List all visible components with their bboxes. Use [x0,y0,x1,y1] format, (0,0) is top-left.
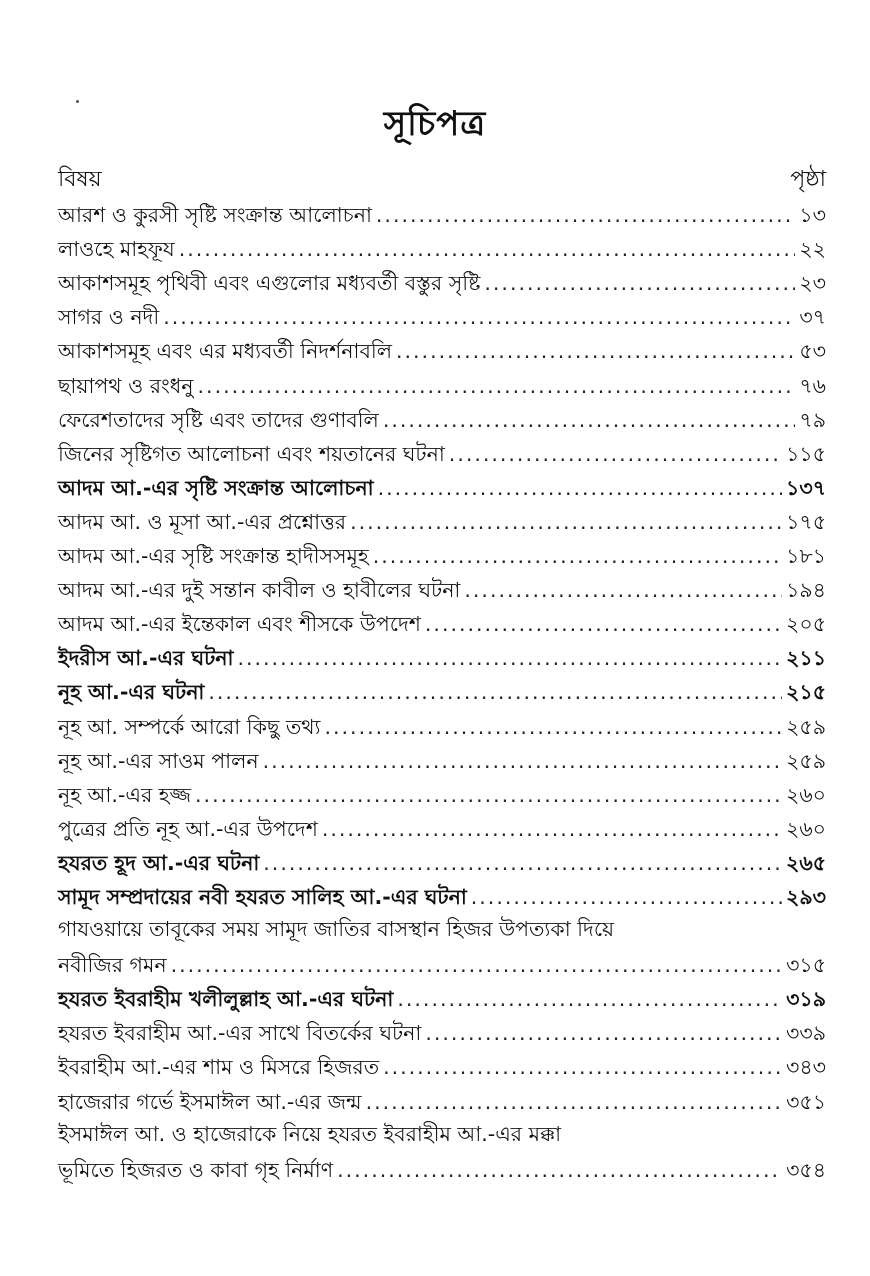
entry-page-number: ১৯৪ [786,578,826,603]
entry-page-number: ২১১ [786,646,826,671]
dot-leader [171,950,782,980]
entry-title: নূহ আ.-এর হজ্জ [58,782,192,807]
page-column-header: পৃষ্ঠা [790,167,826,192]
entry-page-number: ১৩ [799,203,826,228]
dot-leader [337,1155,782,1185]
toc-entry [58,810,826,844]
entry-page-number: ২০৫ [786,612,826,637]
entry-title: আদম আ.-এর ইন্তেকাল এবং শীসকে উপদেশ [58,612,421,637]
entry-page-number: ৩৫১ [786,1089,826,1114]
dot-leader [179,234,796,264]
entry-title: আদম আ.-এর সৃষ্টি সংক্রান্ত হাদীসসমূহ [58,544,369,569]
dot-leader [383,405,796,435]
entry-page-number: ২৬০ [786,816,826,841]
toc-entry [58,844,826,878]
entry-page-number: ২৩ [799,271,826,296]
entry-page-number: ১৩৭ [786,475,826,500]
dot-leader [263,848,782,878]
dot-leader [383,1052,782,1082]
entry-title: আকাশসমূহ এবং এর মধ্যবর্তী নিদর্শনাবলি [58,339,392,364]
entry-page-number: ২৯৩ [786,884,826,909]
dot-leader [449,439,782,469]
entry-page-number: ২৬০ [786,782,826,807]
dot-leader [373,541,782,571]
dot-leader [396,336,795,366]
entry-title: হযরত ইবরাহীম আ.-এর সাথে বিতর্কের ঘটনা [58,1021,422,1046]
entry-page-number: ২১৫ [786,680,826,705]
entry-title-line1: গাযওয়ায়ে তাবূকের সময় সামূদ জাতির বাসস্থান হিজর উপত্যকা দিয়ে [58,916,615,941]
toc-entry [58,196,826,230]
entry-title: নূহ আ.-এর সাওম পালন [58,748,259,773]
entry-title: আদম আ. ও মূসা আ.-এর প্রশ্নোত্তর [58,509,347,534]
entry-title-line1: ইসমাঈল আ. ও হাজেরাকে নিয়ে হযরত ইবরাহীম আ.-এর মক্কা [58,1121,562,1146]
entry-page-number: ২৫৯ [786,748,826,773]
entry-title: আরশ ও কুরসী সৃষ্টি সংক্রান্ত আলোচনা [58,203,372,228]
dot-leader [195,780,782,810]
entry-page-number: ২৫৯ [786,714,826,739]
entry-title: সামূদ সম্প্রদায়ের নবী হযরত সালিহ আ.-এর ঘটনা [58,884,467,909]
entry-title-line2: নবীজির গমন [58,953,167,978]
entry-page-number: ৫৩ [799,339,826,364]
entry-title: ছায়াপথ ও রংধনু [58,373,194,398]
toc-entry [58,435,826,469]
dot-leader [471,882,782,912]
toc-entry [58,230,826,264]
entry-page-number: ১১৫ [786,441,826,466]
entry-page-number: ১৮১ [786,544,826,569]
dot-leader [366,1087,783,1117]
dot-leader [376,200,795,230]
entry-title: ইদরীস আ.-এর ঘটনা [58,646,234,671]
entry-title: লাওহে মাহফূয [58,237,175,262]
toc-entry [58,571,826,605]
dot-leader [350,507,782,537]
toc-entry [58,264,826,298]
entry-page-number: ৭৬ [799,373,826,398]
entry-title: হযরত ইবরাহীম খলীলুল্লাহ আ.-এর ঘটনা [58,987,394,1012]
subject-column-header: বিষয় [58,167,102,192]
dot-leader [163,302,795,332]
toc-entry [58,639,826,673]
entry-title: নূহ আ. সম্পর্কে আরো কিছু তথ্য [58,714,321,739]
toc-entry [58,1082,826,1116]
dot-leader [484,268,795,298]
toc-entry [58,980,826,1014]
entry-line2 [58,946,826,980]
dot-leader [263,746,782,776]
toc-entry [58,776,826,810]
dot-leader [425,609,782,639]
entry-page-number: ৩১৯ [786,987,826,1012]
dot-leader [397,984,782,1014]
toc-entry [58,469,826,503]
toc-entry [58,1048,826,1082]
dot-leader [208,677,782,707]
dot-leader [322,814,782,844]
toc-entry [58,878,826,912]
entry-page-number: ২২ [799,237,826,262]
toc-entry [58,366,826,400]
entry-title-line2: ভূমিতে হিজরত ও কাবা গৃহ নির্মাণ [58,1157,334,1182]
entry-title: সাগর ও নদী [58,305,160,330]
entry-title: আদম আ.-এর সৃষ্টি সংক্রান্ত আলোচনা [58,475,374,500]
entry-title: আকাশসমূহ পৃথিবী এবং এগুলোর মধ্যবর্তী বস্তুর সৃষ্টি [58,271,481,296]
entry-page-number: ৩৫৪ [786,1157,826,1182]
dot-leader [237,643,782,673]
toc-entry [58,298,826,332]
toc-entry [58,1117,826,1185]
toc-entry [58,673,826,707]
entry-page-number: ৭৯ [799,407,826,432]
toc-entry [58,707,826,741]
entry-page-number: ৩১৫ [786,953,826,978]
toc-list [58,196,826,1185]
dot-leader [425,1018,782,1048]
toc-entry [58,605,826,639]
entry-title: ফেরেশতাদের সৃষ্টি এবং তাদের গুণাবলি [58,407,379,432]
entry-title: পুত্রের প্রতি নূহ আ.-এর উপদেশ [58,816,318,841]
toc-entry [58,537,826,571]
page-title: সূচিপত্র [383,104,487,144]
toc-header [58,162,826,199]
dot-leader [378,473,782,503]
entry-title: হযরত হূদ আ.-এর ঘটনা [58,850,260,875]
entry-page-number: ৩৩৯ [786,1021,826,1046]
toc-entry [58,332,826,366]
entry-title: আদম আ.-এর দুই সন্তান কাবীল ও হাবীলের ঘটনা [58,578,461,603]
toc-entry [58,503,826,537]
toc-entry [58,401,826,435]
toc-entry [58,912,826,980]
toc-entry [58,742,826,776]
entry-page-number: ৩৭ [799,305,826,330]
entry-page-number: ১৭৫ [786,509,826,534]
entry-page-number: ২৬৫ [786,850,826,875]
entry-title: হাজেরার গর্ভে ইসমাঈল আ.-এর জন্ম [58,1089,362,1114]
dot-leader [464,575,782,605]
toc-entry [58,1014,826,1048]
entry-page-number: ৩৪৩ [786,1055,826,1080]
entry-title: নূহ আ.-এর ঘটনা [58,680,205,705]
entry-title: জিনের সৃষ্টিগত আলোচনা এবং শয়তানের ঘটনা [58,441,445,466]
dot-leader [198,371,796,401]
entry-title: ইবরাহীম আ.-এর শাম ও মিসরে হিজরত [58,1055,380,1080]
entry-line2 [58,1151,826,1185]
dot-leader [325,712,783,742]
